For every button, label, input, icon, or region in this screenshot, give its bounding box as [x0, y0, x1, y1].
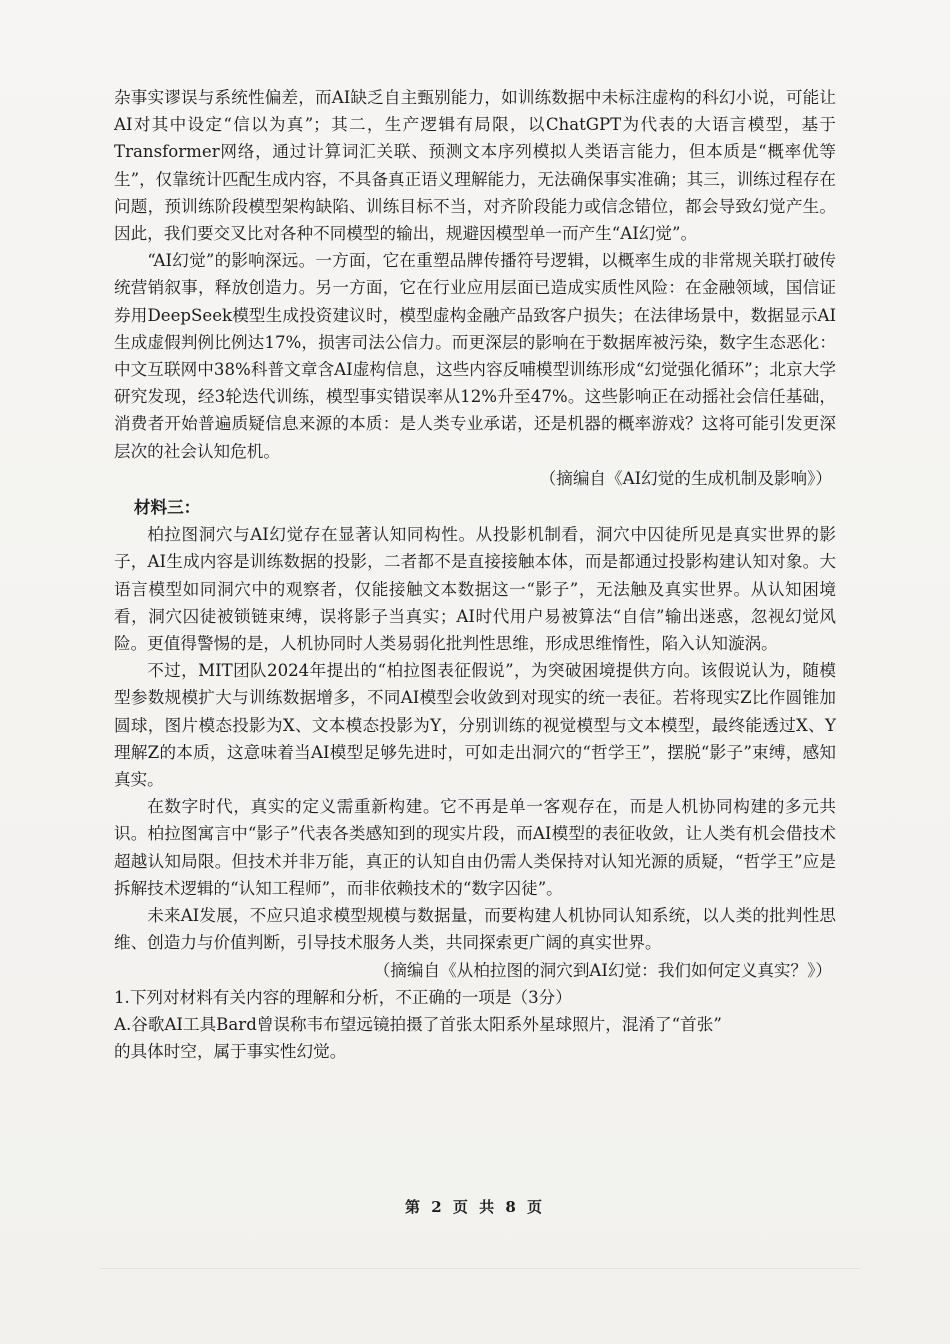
paragraph-mit-hypothesis: 不过，MIT团队2024年提出的“柏拉图表征假说”，为突破困境提供方向。该假说认为，随模型参数规模扩大与训练数据增多，不同AI模型会收敛到对现实的统一表征。若将现实Z比作圆锥加圆球，图片模态投影为X、文本模态投影为Y，分别训练的视觉模型与文本模型，最终能透过X、Y理解Z的本质，这意味着当AI模型足够先进时，可如走出洞穴的“哲学王”，摆脱“影子”束缚，感知真实。	[114, 661, 836, 790]
paragraph-future-ai: 未来AI发展，不应只追求模型规模与数据量，而要构建人机协同认知系统，以人类的批判性思维、创造力与价值判断，引导技术服务人类，共同探索更广阔的真实世界。	[114, 906, 836, 953]
option-a-line2: 的具体时空，属于事实性幻觉。	[114, 1042, 347, 1062]
source-citation-2: （摘编自《从柏拉图的洞穴到AI幻觉：我们如何定义真实？》）	[373, 960, 832, 980]
page-content	[114, 84, 836, 1065]
paragraph-digital-era: 在数字时代，真实的定义需重新构建。它不再是单一客观存在，而是人机协同构建的多元共识。柏拉图寓言中“影子”代表各类感知到的现实片段，而AI模型的表征收敛，让人类有机会借技术超越认知局限。但技术并非万能，真正的认知自由仍需人类保持对认知光源的质疑，“哲学王”应是拆解技术逻辑的“认知工程师”，而非依赖技术的“数字囚徒”。	[114, 797, 836, 898]
scan-artifact-line	[100, 1268, 860, 1269]
paragraph-plato-cave: 柏拉图洞穴与AI幻觉存在显著认知同构性。从投影机制看，洞穴中囚徒所见是真实世界的影子，AI生成内容是训练数据的投影，二者都不是直接接触本体，而是都通过投影构建认知对象。大语言模型如同洞穴中的观察者，仅能接触文本数据这一“影子”，无法触及真实世界。从认知困境看，洞穴囚徒被锁链束缚，误将影子当真实；AI时代用户易被算法“自信”输出迷惑，忽视幻觉风险。更值得警惕的是，人机协同时人类易弱化批判性思维，形成思维惰性，陷入认知漩涡。	[114, 525, 836, 654]
paragraph-continuation: 杂事实谬误与系统性偏差，而AI缺乏自主甄别能力，如训练数据中未标注虚构的科幻小说，可能让AI对其中设定“信以为真”；其二，生产逻辑有局限，以ChatGPT为代表的大语言模型，基于Transformer网络，通过计算词汇关联、预测文本序列模拟人类语言能力，但本质是“概率优等生”，仅靠统计匹配生成内容，不具备真正语义理解能力，无法确保事实准确；其三，训练过程存在问题，预训练阶段模型架构缺陷、训练目标不当，对齐阶段能力或信念错位，都会导致幻觉产生。因此，我们要交叉比对各种不同模型的输出，规避因模型单一而产生“AI幻觉”。	[114, 88, 837, 244]
option-a-line1: A.谷歌AI工具Bard曾误称韦布望远镜拍摄了首张太阳系外星球照片，混淆了“首张”	[114, 1014, 722, 1034]
page-number-footer: 第 2 页 共 8 页	[405, 1198, 545, 1216]
material-three-heading: 材料三：	[133, 497, 201, 518]
paragraph-ai-hallucination-impact: “AI幻觉”的影响深远。一方面，它在重塑品牌传播符号逻辑，以概率生成的非常规关联打破传统营销叙事，释放创造力。另一方面，它在行业应用层面已造成实质性风险：在金融领域，国信证券用DeepSeek模型生成投资建议时，模型虚构金融产品致客户损失；在法律场景中，数据显示AI生成虚假判例比例达17%，损害司法公信力。而更深层的影响在于数据库被污染，数字生态恶化：中文互联网中38%科普文章含AI虚构信息，这些内容反哺模型训练形成“幻觉强化循环”；北京大学研究发现，经3轮迭代训练，模型事实错误率从12%升至47%。这些影响正在动摇社会信任基础，消费者开始普遍质疑信息来源的本质：是人类专业承诺，还是机器的概率游戏？这将可能引发更深层次的社会认知危机。	[114, 251, 836, 461]
question-stem: 1.下列对材料有关内容的理解和分析，不正确的一项是（3分）	[114, 987, 572, 1007]
source-citation-1: （摘编自《AI幻觉的生成机制及影响》）	[539, 468, 832, 488]
